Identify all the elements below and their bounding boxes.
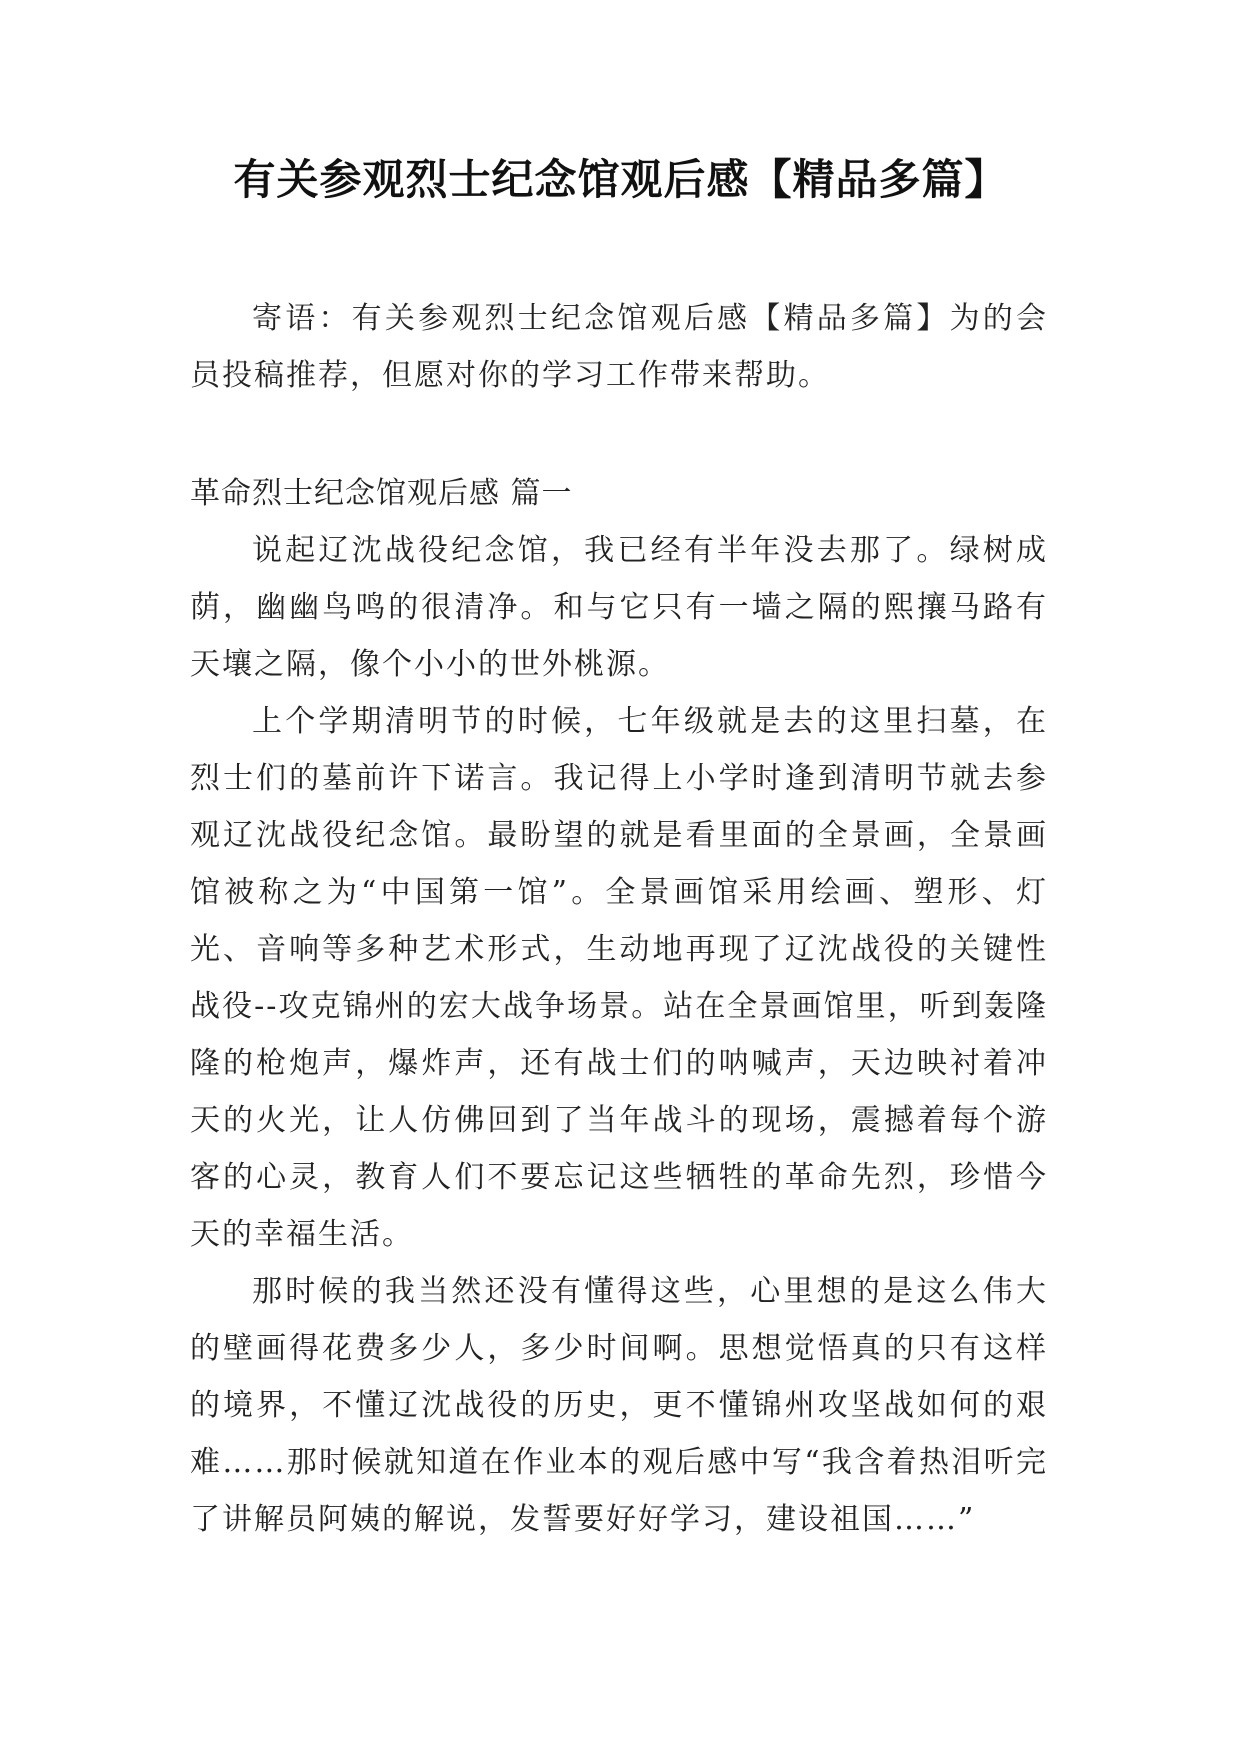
section-heading: 革命烈士纪念馆观后感 篇一 bbox=[190, 476, 573, 511]
preface-paragraph: 寄语：有关参观烈士纪念馆观后感【精品多篇】为的会员投稿推荐，但愿对你的学习工作带来帮助。 bbox=[190, 301, 1048, 393]
body-paragraph-1: 说起辽沈战役纪念馆，我已经有半年没去那了。绿树成荫，幽幽鸟鸣的很清净。和与它只有一墙之隔的熙攘马路有天壤之隔，像个小小的世外桃源。 bbox=[190, 533, 1048, 682]
body-paragraph-2: 上个学期清明节的时候，七年级就是去的这里扫墓，在烈士们的墓前许下诺言。我记得上小学时逢到清明节就去参观辽沈战役纪念馆。最盼望的就是看里面的全景画，全景画馆被称之为“中国第一馆”。全景画馆采用绘画、塑形、灯光、音响等多种艺术形式，生动地再现了辽沈战役的关键性战役--攻克锦州的宏大战争场景。站在全景画馆里，听到轰隆隆的枪炮声，爆炸声，还有战士们的呐喊声，天边映衬着冲天的火光，让人仿佛回到了当年战斗的现场，震撼着每个游客的心灵，教育人们不要忘记这些牺牲的革命先烈，珍惜今天的幸福生活。 bbox=[190, 704, 1048, 1252]
document-title: 有关参观烈士纪念馆观后感【精品多篇】 bbox=[233, 155, 1008, 204]
body-paragraph-3: 那时候的我当然还没有懂得这些，心里想的是这么伟大的壁画得花费多少人，多少时间啊。思想觉悟真的只有这样的境界，不懂辽沈战役的历史，更不懂锦州攻坚战如何的艰难……那时候就知道在作业本的观后感中写“我含着热泪听完了讲解员阿姨的解说，发誓要好好学习，建设祖国……” bbox=[190, 1274, 1048, 1537]
